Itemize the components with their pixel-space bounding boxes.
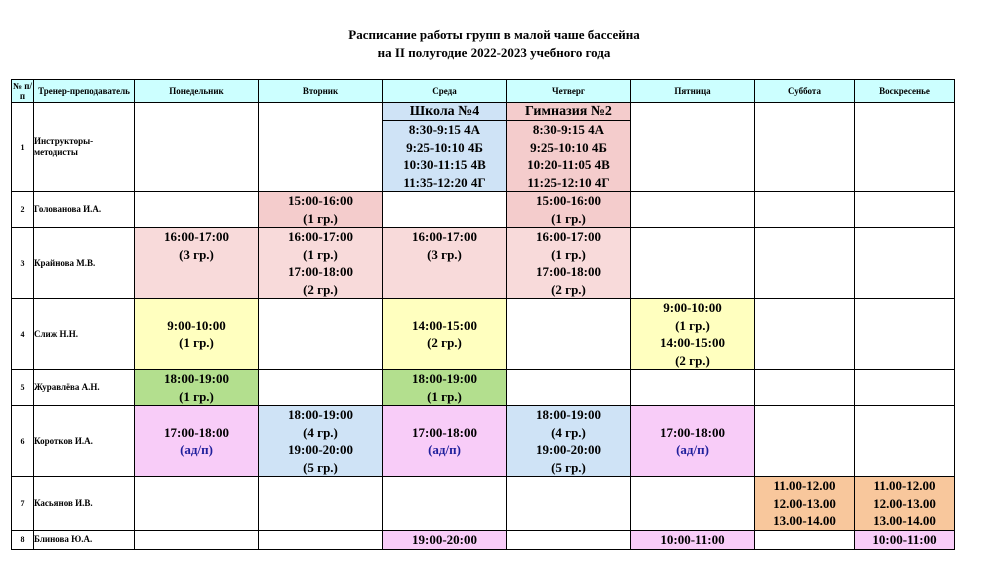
time-slot: 16:00-17:00 [164,229,229,244]
time-slot: 14:00-15:00 [660,335,725,350]
schedule-cell-friday [631,370,755,406]
schedule-cell-wednesday [383,530,507,549]
col-header-friday: Пятница [631,80,755,103]
time-slot: 15:00-16:00 [288,193,353,208]
group-label: (2 гр.) [303,281,338,297]
time-slot: 13.00-14.00 [773,513,836,528]
schedule-cell-sunday [855,228,955,299]
col-header-thursday: Четверг [507,80,631,103]
group-label: (1 гр.) [427,388,462,404]
time-slot: 17:00-18:00 [660,424,725,440]
schedule-cell-sunday [855,406,955,477]
time-slot: 10:20-11:05 4В [527,157,610,172]
schedule-cell-monday [135,228,259,299]
group-label: (1 гр.) [675,317,710,333]
schedule-cell-saturday [755,103,855,192]
schedule-cell-saturday [755,192,855,228]
time-slot: 12.00-13.00 [873,495,936,511]
schedule-cell-friday [631,228,755,299]
time-slot: 15:00-16:00 [536,193,601,208]
trainer-name: Голованова И.А. [34,192,135,228]
schedule-cell-wednesday [383,228,507,299]
schedule-cell-monday [135,406,259,477]
schedule-cell-monday [135,477,259,531]
schedule-cell-wednesday [383,370,507,406]
schedule-cell-monday [135,530,259,549]
schedule-cell-friday [631,406,755,477]
schedule-cell-friday [631,530,755,549]
time-slot: 16:00-17:00 [288,229,353,244]
table-row [12,192,955,228]
schedule-cell-friday [631,477,755,531]
schedule-cell-tuesday [259,228,383,299]
time-slot: 18:00-19:00 [288,407,353,422]
group-label: (1 гр.) [303,210,338,226]
row-number: 2 [12,192,34,228]
trainer-name: Касьянов И.В. [34,477,135,531]
time-slot: 9:25-10:10 4Б [530,139,607,155]
group-label: (1 гр.) [179,388,214,404]
group-label: (5 гр.) [551,459,586,475]
schedule-cell-tuesday [259,370,383,406]
group-label: (4 гр.) [303,424,338,440]
schedule-cell-thursday [507,228,631,299]
schedule-cell-monday [135,299,259,370]
schedule-cell-wednesday [383,192,507,228]
schedule-cell-friday [631,192,755,228]
time-slot: 11.00-12.00 [873,478,936,493]
row-number: 8 [12,530,34,549]
table-row [12,370,955,406]
title-line-2: на II полугодие 2022-2023 учебного года [377,45,611,60]
time-slot: 8:30-9:15 4А [408,122,481,137]
time-slot: 11.00-12.00 [773,478,836,493]
col-header-num: № п/п [13,81,32,101]
table-row [12,299,955,370]
time-slot: 17:00-18:00 [412,424,477,440]
table-row [12,477,955,531]
group-label: (1 гр.) [179,335,214,350]
schedule-cell-saturday [755,530,855,549]
row-number: 1 [12,103,34,192]
group-label: (5 гр.) [303,459,338,475]
table-row [12,103,955,192]
schedule-title [0,26,988,62]
header-row [12,80,955,103]
row-number: 4 [12,299,34,370]
group-label: (ад/п) [428,442,461,457]
trainer-name: Слиж Н.Н. [34,299,135,370]
schedule-cell-saturday [755,299,855,370]
time-slot: 11:25-12:10 4Г [527,174,610,190]
col-header-trainer: Тренер-преподаватель [34,80,135,103]
schedule-cell-friday [631,103,755,192]
table-row [12,406,955,477]
schedule-cell-wednesday [383,406,507,477]
time-slot: 18:00-19:00 [536,407,601,422]
col-header-tuesday: Вторник [259,80,383,103]
table-row [12,228,955,299]
title-line-1: Расписание работы групп в малой чаше бассейна [348,27,640,42]
time-slot: 17:00-18:00 [164,424,229,440]
schedule-cell-monday [135,192,259,228]
trainer-name: Инструкторы-методисты [34,103,135,192]
schedule-table [11,79,955,550]
schedule-cell-thursday [507,477,631,531]
time-slot: 16:00-17:00 [536,229,601,244]
schedule-cell-tuesday [259,406,383,477]
schedule-cell-thursday [507,299,631,370]
trainer-name: Коротков И.А. [34,406,135,477]
schedule-cell-sunday [855,192,955,228]
group-label: (2 гр.) [675,352,710,368]
time-slot: 9:00-10:00 [663,300,722,315]
group-label: (ад/п) [180,442,213,457]
time-slot: 8:30-9:15 4А [532,122,605,137]
schedule-cell-thursday [507,103,631,192]
time-slot: 10:00-11:00 [660,531,725,547]
time-slot: 18:00-19:00 [412,371,477,386]
group-label: (4 гр.) [551,424,586,440]
time-slot: 11:35-12:20 4Г [403,174,486,190]
group-label: (3 гр.) [179,246,214,262]
time-slot: 9:25-10:10 4Б [406,139,483,155]
time-slot: 18:00-19:00 [164,371,229,386]
schedule-cell-saturday [755,228,855,299]
schedule-cell-monday [135,103,259,192]
schedule-cell-sunday [855,299,955,370]
time-slot: 10:30-11:15 4В [403,157,486,172]
group-label: (1 гр.) [303,246,338,262]
schedule-cell-tuesday [259,103,383,192]
trainer-name: Крайнова М.В. [34,228,135,299]
group-label: (2 гр.) [427,335,462,350]
group-label: (2 гр.) [551,281,586,297]
schedule-cell-sunday [855,477,955,531]
time-slot: 14:00-15:00 [412,317,477,333]
schedule-cell-tuesday [259,477,383,531]
col-header-saturday: Суббота [755,80,855,103]
schedule-cell-sunday [855,370,955,406]
group-label: (1 гр.) [551,210,586,226]
col-header-wednesday: Среда [383,80,507,103]
schedule-cell-friday [631,299,755,370]
group-label: (3 гр.) [427,246,462,262]
time-slot: 17:00-18:00 [536,264,601,279]
schedule-cell-sunday [855,103,955,192]
col-header-sunday: Воскресенье [855,80,955,103]
col-header-monday: Понедельник [135,80,259,103]
schedule-cell-tuesday [259,530,383,549]
trainer-name: Блинова Ю.А. [34,530,135,549]
time-slot: 16:00-17:00 [412,229,477,244]
time-slot: 12.00-13.00 [773,495,836,511]
table-row [12,530,955,549]
time-slot: 9:00-10:00 [167,317,226,333]
time-slot: 13.00-14.00 [873,513,936,528]
time-slot: 19:00-20:00 [288,442,353,457]
schedule-cell-tuesday [259,192,383,228]
schedule-cell-monday [135,370,259,406]
schedule-cell-wednesday [383,103,507,192]
group-label: (1 гр.) [551,246,586,262]
row-number: 7 [12,477,34,531]
schedule-cell-wednesday [383,299,507,370]
schedule-cell-saturday [755,406,855,477]
schedule-cell-wednesday [383,477,507,531]
schedule-cell-thursday [507,192,631,228]
group-label: (ад/п) [676,442,709,457]
schedule-cell-tuesday [259,299,383,370]
schedule-cell-saturday [755,370,855,406]
time-slot: 17:00-18:00 [288,264,353,279]
row-number: 6 [12,406,34,477]
row-number: 5 [12,370,34,406]
time-slot: 10:00-11:00 [872,531,937,547]
time-slot: 19:00-20:00 [412,531,477,547]
schedule-cell-sunday [855,530,955,549]
schedule-cell-thursday [507,530,631,549]
schedule-cell-saturday [755,477,855,531]
trainer-name: Журавлёва А.Н. [34,370,135,406]
row-number: 3 [12,228,34,299]
time-slot: 19:00-20:00 [536,442,601,457]
school-label: Школа №4 [383,103,506,121]
school-label: Гимназия №2 [507,103,630,121]
schedule-cell-thursday [507,370,631,406]
schedule-cell-thursday [507,406,631,477]
